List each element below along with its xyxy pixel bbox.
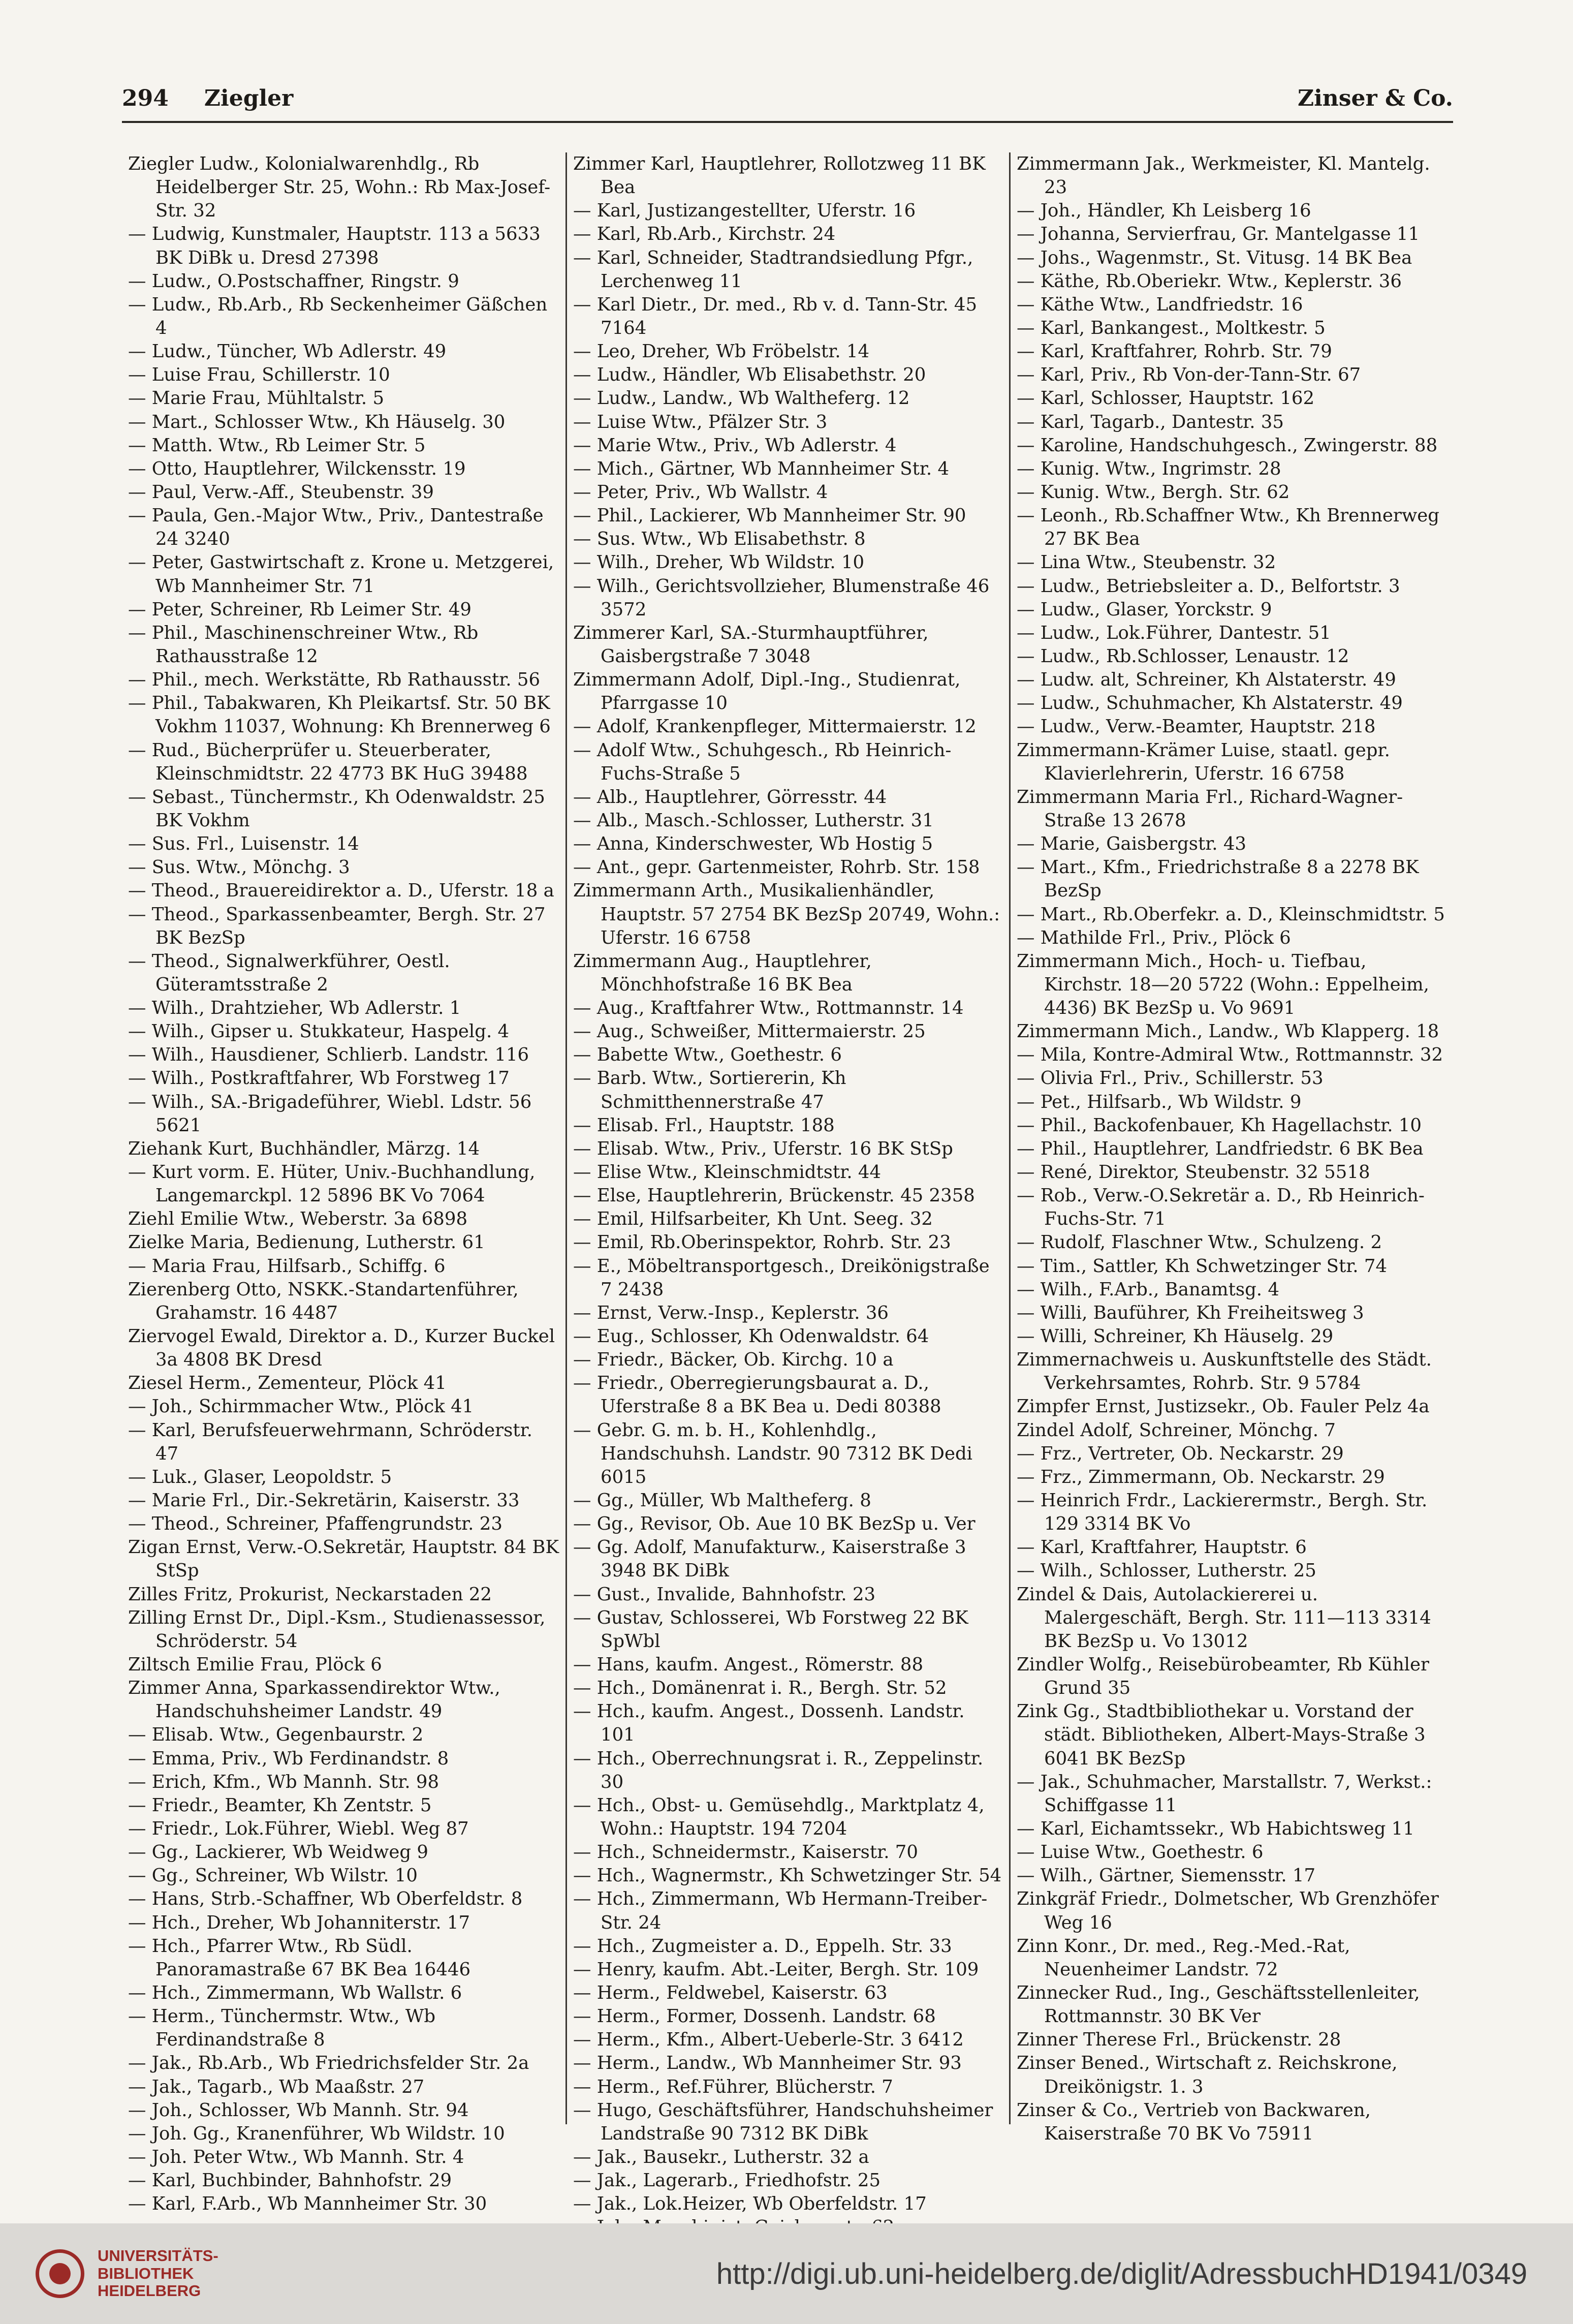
- directory-entry: — Joh., Händler, Kh Leisberg 16: [1017, 200, 1311, 222]
- directory-entry: — Marie, Gaisbergstr. 43: [1017, 833, 1247, 855]
- directory-entry: — Hans, kaufm. Angest., Römerstr. 88: [573, 1654, 924, 1675]
- directory-entry: Zimmermann Mich., Hoch- u. Tiefbau, Kirchstr. 18—20 5722 (Wohn.: Eppelheim, 4436) BK BezSp u. Vo 9691: [1017, 950, 1429, 1019]
- directory-entry: — Marie Frau, Mühltalstr. 5: [128, 388, 385, 409]
- directory-entry: — Sus. Frl., Luisenstr. 14: [128, 833, 359, 855]
- directory-entry: — Ludw., Betriebsleiter a. D., Belfortstr. 3: [1017, 575, 1400, 597]
- library-seal-icon: [36, 2249, 84, 2298]
- directory-entry: — Hch., Oberrechnungsrat i. R., Zeppelinstr. 30: [573, 1748, 984, 1792]
- directory-entry: — Wilh., Postkraftfahrer, Wb Forstweg 17: [128, 1068, 510, 1089]
- directory-entry: — Sus. Wtw., Mönchg. 3: [128, 857, 350, 878]
- directory-entry: — Anna, Kinderschwester, Wb Hostig 5: [573, 833, 933, 855]
- directory-entry: — Wilh., Gerichtsvollzieher, Blumenstraße 46 3572: [573, 575, 990, 620]
- directory-entry: — Karl, Schlosser, Hauptstr. 162: [1017, 388, 1315, 409]
- directory-entry: — Phil., mech. Werkstätte, Rb Rathausstr. 56: [128, 669, 541, 691]
- directory-entry: — Rud., Bücherprüfer u. Steuerberater, Kleinschmidtstr. 22 4773 BK HuG 39488: [128, 739, 528, 784]
- directory-entry: — Joh., Schlosser, Wb Mannh. Str. 94: [128, 2099, 469, 2121]
- directory-entry: — Herm., Former, Dossenh. Landstr. 68: [573, 2006, 936, 2027]
- directory-entry: — Karl, Buchbinder, Bahnhofstr. 29: [128, 2170, 452, 2191]
- directory-entry: — Kunig. Wtw., Bergh. Str. 62: [1017, 481, 1290, 503]
- directory-entry: — Theod., Sparkassenbeamter, Bergh. Str. 27 BK BezSp: [128, 904, 546, 948]
- directory-entry: — Else, Hauptlehrerin, Brückenstr. 45 2358: [573, 1185, 975, 1206]
- directory-entry: — Phil., Lackierer, Wb Mannheimer Str. 90: [573, 505, 966, 526]
- directory-entry: Ziesel Herm., Zementeur, Plöck 41: [128, 1373, 447, 1394]
- directory-entry: — Leo, Dreher, Wb Fröbelstr. 14: [573, 341, 870, 362]
- directory-entry: — Leonh., Rb.Schaffner Wtw., Kh Brennerweg 27 BK Bea: [1017, 505, 1439, 550]
- directory-entry: — Maria Frau, Hilfsarb., Schiffg. 6: [128, 1255, 446, 1277]
- directory-entry: — Babette Wtw., Goethestr. 6: [573, 1044, 842, 1066]
- directory-entry: Zigan Ernst, Verw.-O.Sekretär, Hauptstr. 84 BK StSp: [128, 1537, 559, 1582]
- directory-entry: — Heinrich Frdr., Lackierermstr., Bergh. Str. 129 3314 BK Vo: [1017, 1490, 1428, 1535]
- directory-entry: — Mich., Gärtner, Wb Mannheimer Str. 4: [573, 458, 950, 479]
- running-head-right: Zinser & Co.: [1297, 85, 1453, 111]
- directory-entry: Ziltsch Emilie Frau, Plöck 6: [128, 1654, 382, 1675]
- directory-entry: — Karl, Kraftfahrer, Hauptstr. 6: [1017, 1537, 1307, 1558]
- directory-entry: — Barb. Wtw., Sortiererin, Kh Schmitthennerstraße 47: [573, 1068, 846, 1112]
- directory-entry: — Aug., Kraftfahrer Wtw., Rottmannstr. 14: [573, 998, 964, 1019]
- directory-column-1: [122, 152, 565, 2215]
- viewer-footer: [0, 2223, 1573, 2324]
- directory-entry: — Hch., Zugmeister a. D., Eppelh. Str. 33: [573, 1935, 952, 1957]
- library-name-line: UNIVERSITÄTS-: [98, 2246, 218, 2265]
- directory-entry: — Ludw., Rb.Arb., Rb Seckenheimer Gäßchen 4: [128, 294, 548, 338]
- directory-entry: — Hch., Pfarrer Wtw., Rb Südl. Panoramastraße 67 BK Bea 16446: [128, 1935, 471, 1980]
- directory-entry: — Paul, Verw.-Aff., Steubenstr. 39: [128, 481, 434, 503]
- directory-entry: — Herm., Feldwebel, Kaiserstr. 63: [573, 1982, 888, 2003]
- directory-entry: — Friedr., Oberregierungsbaurat a. D., Uferstraße 8 a BK Bea u. Dedi 80388: [573, 1373, 941, 1417]
- directory-entry: Ziehank Kurt, Buchhändler, Märzg. 14: [128, 1138, 480, 1159]
- directory-entry: Zimmermann Mich., Landw., Wb Klapperg. 18: [1017, 1021, 1439, 1042]
- directory-entry: — Erich, Kfm., Wb Mannh. Str. 98: [128, 1771, 439, 1792]
- directory-entry: Zindler Wolfg., Reisebürobeamter, Rb Kühler Grund 35: [1017, 1654, 1430, 1699]
- library-name: [98, 2247, 218, 2300]
- directory-entry: — Ludw., O.Postschaffner, Ringstr. 9: [128, 270, 459, 292]
- directory-entry: — Hans, Strb.-Schaffner, Wb Oberfeldstr. 8: [128, 1888, 523, 1910]
- library-logo[interactable]: [36, 2247, 218, 2300]
- directory-entry: — Mart., Schlosser Wtw., Kh Häuselg. 30: [128, 411, 506, 432]
- directory-entry: — Hch., Domänenrat i. R., Bergh. Str. 52: [573, 1678, 947, 1699]
- directory-entry: — Olivia Frl., Priv., Schillerstr. 53: [1017, 1068, 1324, 1089]
- directory-entry: — Herm., Ref.Führer, Blücherstr. 7: [573, 2076, 893, 2097]
- directory-entry: — Hugo, Geschäftsführer, Handschuhsheimer Landstraße 90 7312 BK DiBk: [573, 2099, 993, 2144]
- directory-entry: — Adolf, Krankenpfleger, Mittermaierstr. 12: [573, 716, 977, 737]
- directory-entry: — Ludw., Landw., Wb Waltheferg. 12: [573, 388, 910, 409]
- directory-entry: — Herm., Kfm., Albert-Ueberle-Str. 3 6412: [573, 2029, 964, 2051]
- directory-entry: — Karl Dietr., Dr. med., Rb v. d. Tann-Str. 45 7164: [573, 294, 978, 338]
- directory-entry: — René, Direktor, Steubenstr. 32 5518: [1017, 1162, 1370, 1183]
- directory-entry: — Kurt vorm. E. Hüter, Univ.-Buchhandlung, Langemarckpl. 12 5896 BK Vo 7064: [128, 1162, 536, 1206]
- directory-entry: — Kunig. Wtw., Ingrimstr. 28: [1017, 458, 1281, 479]
- directory-entry: — Alb., Hauptlehrer, Görresstr. 44: [573, 786, 887, 808]
- directory-entry: — Joh. Peter Wtw., Wb Mannh. Str. 4: [128, 2146, 464, 2167]
- directory-entry: — Wilh., Drahtzieher, Wb Adlerstr. 1: [128, 998, 461, 1019]
- directory-entry: — Hch., Schneidermstr., Kaiserstr. 70: [573, 1842, 918, 1863]
- directory-entry: — Friedr., Beamter, Kh Zentstr. 5: [128, 1794, 432, 1816]
- directory-entry: — Karl, Justizangestellter, Uferstr. 16: [573, 200, 916, 222]
- directory-entry: — Jak., Rb.Arb., Wb Friedrichsfelder Str. 2a: [128, 2053, 529, 2074]
- page-number: 294: [122, 85, 169, 111]
- directory-entry: — Marie Frl., Dir.-Sekretärin, Kaiserstr. 33: [128, 1490, 520, 1511]
- directory-entry: Zimmermann Aug., Hauptlehrer, Mönchhofstraße 16 BK Bea: [573, 950, 872, 995]
- directory-entry: — Karl, Kraftfahrer, Rohrb. Str. 79: [1017, 341, 1332, 362]
- directory-entry: — Frz., Zimmermann, Ob. Neckarstr. 29: [1017, 1466, 1385, 1488]
- directory-entry: — Willi, Bauführer, Kh Freiheitsweg 3: [1017, 1302, 1364, 1323]
- directory-entry: — Rob., Verw.-O.Sekretär a. D., Rb Heinrich-Fuchs-Str. 71: [1017, 1185, 1425, 1230]
- directory-entry: — Karl, Schneider, Stadtrandsiedlung Pfgr., Lerchenweg 11: [573, 247, 973, 292]
- directory-entry: — Henry, kaufm. Abt.-Leiter, Bergh. Str. 109: [573, 1959, 979, 1980]
- directory-entry: — Johanna, Servierfrau, Gr. Mantelgasse 11: [1017, 224, 1420, 245]
- running-head-left: Ziegler: [204, 85, 294, 111]
- directory-entry: — Gust., Invalide, Bahnhofstr. 23: [573, 1584, 876, 1605]
- directory-entry: — Willi, Schreiner, Kh Häuselg. 29: [1017, 1326, 1334, 1347]
- directory-entry: — Peter, Schreiner, Rb Leimer Str. 49: [128, 599, 471, 620]
- directory-entry: — Karl, Tagarb., Dantestr. 35: [1017, 411, 1284, 432]
- directory-entry: — Wilh., Gärtner, Siemensstr. 17: [1017, 1865, 1316, 1886]
- directory-columns: [122, 152, 1453, 2215]
- directory-entry: Zimmermann-Krämer Luise, staatl. gepr. Klavierlehrerin, Uferstr. 16 6758: [1017, 739, 1390, 784]
- directory-entry: — Phil., Hauptlehrer, Landfriedstr. 6 BK Bea: [1017, 1138, 1424, 1159]
- directory-entry: — Luise Wtw., Pfälzer Str. 3: [573, 411, 828, 432]
- directory-entry: — Jak., Tagarb., Wb Maaßstr. 27: [128, 2076, 425, 2097]
- directory-entry: — Käthe, Rb.Oberiekr. Wtw., Keplerstr. 36: [1017, 270, 1402, 292]
- directory-entry: Zindel & Dais, Autolackiererei u. Malergeschäft, Bergh. Str. 111—113 3314 BK BezSp u. Vo 13012: [1017, 1584, 1431, 1652]
- directory-entry: — Ludw., Glaser, Yorckstr. 9: [1017, 599, 1272, 620]
- directory-entry: — Karoline, Handschuhgesch., Zwingerstr. 88: [1017, 435, 1438, 456]
- directory-entry: — Emil, Hilfsarbeiter, Kh Unt. Seeg. 32: [573, 1209, 933, 1230]
- directory-entry: — Friedr., Bäcker, Ob. Kirchg. 10 a: [573, 1349, 894, 1371]
- directory-entry: — Paula, Gen.-Major Wtw., Priv., Dantestraße 24 3240: [128, 505, 544, 550]
- directory-entry: — Gg., Müller, Wb Maltheferg. 8: [573, 1490, 871, 1511]
- directory-entry: Zierenberg Otto, NSKK.-Standartenführer, Grahamstr. 16 4487: [128, 1279, 519, 1323]
- directory-entry: — Tim., Sattler, Kh Schwetzinger Str. 74: [1017, 1255, 1388, 1277]
- directory-entry: Zimmerer Karl, SA.-Sturmhauptführer, Gaisbergstraße 7 3048: [573, 622, 929, 667]
- directory-entry: — Johs., Wagenmstr., St. Vitusg. 14 BK Bea: [1017, 247, 1412, 268]
- directory-entry: — Gg. Adolf, Manufakturw., Kaiserstraße 3 3948 BK DiBk: [573, 1537, 966, 1582]
- directory-entry: — Phil., Tabakwaren, Kh Pleikartsf. Str. 50 BK Vokhm 11037, Wohnung: Kh Brennerweg 6: [128, 693, 551, 737]
- directory-entry: Zimmermann Jak., Werkmeister, Kl. Mantelg. 23: [1017, 153, 1430, 198]
- directory-entry: — Wilh., Schlosser, Lutherstr. 25: [1017, 1560, 1316, 1582]
- directory-entry: — Pet., Hilfsarb., Wb Wildstr. 9: [1017, 1091, 1302, 1112]
- directory-entry: Zink Gg., Stadtbibliothekar u. Vorstand der städt. Bibliotheken, Albert-Mays-Straße 3 6041 BK BezSp: [1017, 1701, 1426, 1769]
- directory-entry: — Theod., Schreiner, Pfaffengrundstr. 23: [128, 1513, 502, 1535]
- directory-entry: — Mart., Rb.Oberfekr. a. D., Kleinschmidtstr. 5: [1017, 904, 1445, 925]
- directory-entry: Zinnecker Rud., Ing., Geschäftsstellenleiter, Rottmannstr. 30 BK Ver: [1017, 1982, 1420, 2027]
- directory-entry: — Mart., Kfm., Friedrichstraße 8 a 2278 BK BezSp: [1017, 857, 1419, 902]
- directory-entry: — Ludwig, Kunstmaler, Hauptstr. 113 a 5633 BK DiBk u. Dresd 27398: [128, 224, 541, 268]
- directory-entry: Zinn Konr., Dr. med., Reg.-Med.-Rat, Neuenheimer Landstr. 72: [1017, 1935, 1350, 1980]
- directory-entry: — Elisab. Frl., Hauptstr. 188: [573, 1114, 835, 1136]
- directory-entry: Zinkgräf Friedr., Dolmetscher, Wb Grenzhöfer Weg 16: [1017, 1888, 1439, 1933]
- directory-entry: Zimmermann Arth., Musikalienhändler, Hauptstr. 57 2754 BK BezSp 20749, Wohn.: Uferstr. 16 6758: [573, 880, 1000, 948]
- directory-entry: — Otto, Hauptlehrer, Wilckensstr. 19: [128, 458, 466, 479]
- permalink-url[interactable]: http://digi.ub.uni-heidelberg.de/diglit/AdressbuchHD1941/0349: [716, 2257, 1527, 2290]
- library-name-line: BIBLIOTHEK: [98, 2264, 194, 2282]
- directory-entry: — Matth. Wtw., Rb Leimer Str. 5: [128, 435, 426, 456]
- directory-entry: — Peter, Priv., Wb Wallstr. 4: [573, 481, 828, 503]
- directory-entry: Zimmermann Maria Frl., Richard-Wagner-Straße 13 2678: [1017, 786, 1403, 831]
- directory-entry: — Karl, F.Arb., Wb Mannheimer Str. 30: [128, 2193, 487, 2215]
- directory-entry: — Ernst, Verw.-Insp., Keplerstr. 36: [573, 1302, 889, 1323]
- directory-entry: — Jak., Bausekr., Lutherstr. 32 a: [573, 2146, 869, 2167]
- directory-entry: — Karl, Rb.Arb., Kirchstr. 24: [573, 224, 836, 245]
- directory-entry: — Mila, Kontre-Admiral Wtw., Rottmannstr. 32: [1017, 1044, 1443, 1066]
- directory-entry: — Wilh., Hausdiener, Schlierb. Landstr. 116: [128, 1044, 529, 1066]
- directory-entry: — Ludw. alt, Schreiner, Kh Alstaterstr. 49: [1017, 669, 1396, 691]
- directory-entry: Zinser Bened., Wirtschaft z. Reichskrone, Dreikönigstr. 1. 3: [1017, 2053, 1398, 2097]
- directory-entry: — E., Möbeltransportgesch., Dreikönigstraße 7 2438: [573, 1255, 990, 1300]
- directory-entry: — Jak., Lagerarb., Friedhofstr. 25: [573, 2170, 881, 2191]
- directory-entry: — Emma, Priv., Wb Ferdinandstr. 8: [128, 1748, 449, 1769]
- directory-entry: — Sebast., Tünchermstr., Kh Odenwaldstr. 25 BK Vokhm: [128, 786, 545, 831]
- directory-entry: — Ant., gepr. Gartenmeister, Rohrb. Str. 158: [573, 857, 980, 878]
- directory-entry: — Joh. Gg., Kranenführer, Wb Wildstr. 10: [128, 2123, 505, 2144]
- directory-entry: Zimpfer Ernst, Justizsekr., Ob. Fauler Pelz 4a: [1017, 1396, 1430, 1417]
- directory-entry: — Ludw., Rb.Schlosser, Lenaustr. 12: [1017, 645, 1349, 667]
- directory-entry: — Elisab. Wtw., Gegenbaurstr. 2: [128, 1724, 424, 1746]
- directory-entry: — Friedr., Lok.Führer, Wiebl. Weg 87: [128, 1818, 469, 1839]
- directory-entry: — Ludw., Tüncher, Wb Adlerstr. 49: [128, 341, 447, 362]
- directory-entry: Zimmer Karl, Hauptlehrer, Rollotzweg 11 BK Bea: [573, 153, 986, 198]
- directory-entry: — Hch., kaufm. Angest., Dossenh. Landstr. 101: [573, 1701, 965, 1746]
- directory-entry: — Aug., Schweißer, Mittermaierstr. 25: [573, 1021, 926, 1042]
- directory-entry: — Herm., Landw., Wb Mannheimer Str. 93: [573, 2053, 962, 2074]
- directory-entry: — Elisab. Wtw., Priv., Uferstr. 16 BK StSp: [573, 1138, 953, 1159]
- directory-entry: Zilles Fritz, Prokurist, Neckarstaden 22: [128, 1584, 492, 1605]
- directory-entry: Zindel Adolf, Schreiner, Mönchg. 7: [1017, 1419, 1336, 1441]
- directory-entry: Ziervogel Ewald, Direktor a. D., Kurzer Buckel 3a 4808 BK Dresd: [128, 1326, 555, 1371]
- directory-entry: — Rudolf, Flaschner Wtw., Schulzeng. 2: [1017, 1232, 1382, 1253]
- directory-entry: Zinner Therese Frl., Brückenstr. 28: [1017, 2029, 1341, 2051]
- directory-entry: Zimmer Anna, Sparkassendirektor Wtw., Handschuhsheimer Landstr. 49: [128, 1678, 500, 1722]
- directory-entry: Zimmermann Adolf, Dipl.-Ing., Studienrat, Pfarrgasse 10: [573, 669, 961, 714]
- directory-entry: Zielke Maria, Bedienung, Lutherstr. 61: [128, 1232, 485, 1253]
- directory-entry: — Alb., Masch.-Schlosser, Lutherstr. 31: [573, 810, 934, 831]
- directory-entry: — Hch., Obst- u. Gemüsehdlg., Marktplatz 4, Wohn.: Hauptstr. 194 7204: [573, 1794, 985, 1839]
- directory-entry: Zimmernachweis u. Auskunftstelle des Städt. Verkehrsamtes, Rohrb. Str. 9 5784: [1017, 1349, 1432, 1394]
- directory-entry: — Gg., Revisor, Ob. Aue 10 BK BezSp u. Ver: [573, 1513, 976, 1535]
- directory-entry: Zinser & Co., Vertrieb von Backwaren, Kaiserstraße 70 BK Vo 75911: [1017, 2099, 1371, 2144]
- directory-entry: Ziehl Emilie Wtw., Weberstr. 3a 6898: [128, 1209, 468, 1230]
- directory-entry: — Luise Wtw., Goethestr. 6: [1017, 1842, 1264, 1863]
- directory-entry: — Wilh., F.Arb., Banamtsg. 4: [1017, 1279, 1279, 1300]
- directory-entry: — Eug., Schlosser, Kh Odenwaldstr. 64: [573, 1326, 929, 1347]
- directory-entry: — Gebr. G. m. b. H., Kohlenhdlg., Handschuhsh. Landstr. 90 7312 BK Dedi 6015: [573, 1419, 973, 1488]
- directory-entry: — Karl, Bankangest., Moltkestr. 5: [1017, 317, 1326, 338]
- directory-entry: — Luise Frau, Schillerstr. 10: [128, 364, 390, 386]
- directory-entry: — Joh., Schirmmacher Wtw., Plöck 41: [128, 1396, 474, 1417]
- directory-entry: — Wilh., Dreher, Wb Wildstr. 10: [573, 552, 865, 573]
- directory-entry: Zilling Ernst Dr., Dipl.-Ksm., Studienassessor, Schröderstr. 54: [128, 1607, 546, 1652]
- directory-entry: — Adolf Wtw., Schuhgesch., Rb Heinrich-Fuchs-Straße 5: [573, 739, 952, 784]
- directory-entry: — Gg., Lackierer, Wb Weidweg 9: [128, 1842, 429, 1863]
- directory-entry: — Wilh., Gipser u. Stukkateur, Haspelg. 4: [128, 1021, 510, 1042]
- directory-entry: — Theod., Signalwerkführer, Oestl. Güteramtsstraße 2: [128, 950, 450, 995]
- directory-entry: — Luk., Glaser, Leopoldstr. 5: [128, 1466, 392, 1488]
- directory-entry: — Gustav, Schlosserei, Wb Forstweg 22 BK SpWbl: [573, 1607, 968, 1652]
- directory-entry: — Jak., Schuhmacher, Marstallstr. 7, Werkst.: Schiffgasse 11: [1017, 1771, 1432, 1816]
- directory-entry: — Hch., Wagnermstr., Kh Schwetzinger Str. 54: [573, 1865, 1002, 1886]
- directory-column-2: [565, 152, 1009, 2215]
- directory-entry: — Emil, Rb.Oberinspektor, Rohrb. Str. 23: [573, 1232, 951, 1253]
- directory-entry: — Jak., Lok.Heizer, Wb Oberfeldstr. 17: [573, 2193, 927, 2215]
- directory-entry: — Ludw., Schuhmacher, Kh Alstaterstr. 49: [1017, 693, 1403, 714]
- directory-entry: — Hch., Zimmermann, Wb Wallstr. 6: [128, 1982, 462, 2003]
- directory-entry: — Herm., Tünchermstr. Wtw., Wb Ferdinandstraße 8: [128, 2006, 436, 2051]
- directory-entry: — Mathilde Frl., Priv., Plöck 6: [1017, 927, 1291, 948]
- page-header: [122, 85, 1453, 123]
- directory-entry: — Karl, Berufsfeuerwehrmann, Schröderstr. 47: [128, 1419, 532, 1464]
- directory-entry: Ziegler Ludw., Kolonialwarenhdlg., Rb Heidelberger Str. 25, Wohn.: Rb Max-Josef-Str. 32: [128, 153, 551, 222]
- directory-entry: — Theod., Brauereidirektor a. D., Uferstr. 18 a: [128, 880, 554, 902]
- directory-entry: — Lina Wtw., Steubenstr. 32: [1017, 552, 1276, 573]
- directory-entry: — Gg., Schreiner, Wb Wilstr. 10: [128, 1865, 418, 1886]
- directory-entry: — Ludw., Händler, Wb Elisabethstr. 20: [573, 364, 926, 386]
- directory-entry: — Sus. Wtw., Wb Elisabethstr. 8: [573, 529, 866, 550]
- directory-entry: — Peter, Gastwirtschaft z. Krone u. Metzgerei, Wb Mannheimer Str. 71: [128, 552, 554, 597]
- directory-entry: — Hch., Zimmermann, Wb Hermann-Treiber-Str. 24: [573, 1888, 988, 1933]
- directory-entry: — Phil., Maschinenschreiner Wtw., Rb Rathausstraße 12: [128, 622, 479, 667]
- directory-entry: — Elise Wtw., Kleinschmidtstr. 44: [573, 1162, 882, 1183]
- directory-entry: — Frz., Vertreter, Ob. Neckarstr. 29: [1017, 1443, 1344, 1464]
- directory-entry: — Ludw., Lok.Führer, Dantestr. 51: [1017, 622, 1331, 643]
- directory-entry: — Ludw., Verw.-Beamter, Hauptstr. 218: [1017, 716, 1376, 737]
- directory-column-3: [1009, 152, 1453, 2144]
- directory-entry: — Käthe Wtw., Landfriedstr. 16: [1017, 294, 1303, 315]
- directory-entry: — Wilh., SA.-Brigadeführer, Wiebl. Ldstr. 56 5621: [128, 1091, 532, 1136]
- directory-entry: — Hch., Dreher, Wb Johanniterstr. 17: [128, 1912, 470, 1933]
- directory-entry: — Karl, Eichamtssekr., Wb Habichtsweg 11: [1017, 1818, 1414, 1839]
- directory-entry: — Phil., Backofenbauer, Kh Hagellachstr. 10: [1017, 1114, 1422, 1136]
- directory-entry: — Marie Wtw., Priv., Wb Adlerstr. 4: [573, 435, 897, 456]
- library-name-line: HEIDELBERG: [98, 2282, 201, 2300]
- directory-entry: — Karl, Priv., Rb Von-der-Tann-Str. 67: [1017, 364, 1361, 386]
